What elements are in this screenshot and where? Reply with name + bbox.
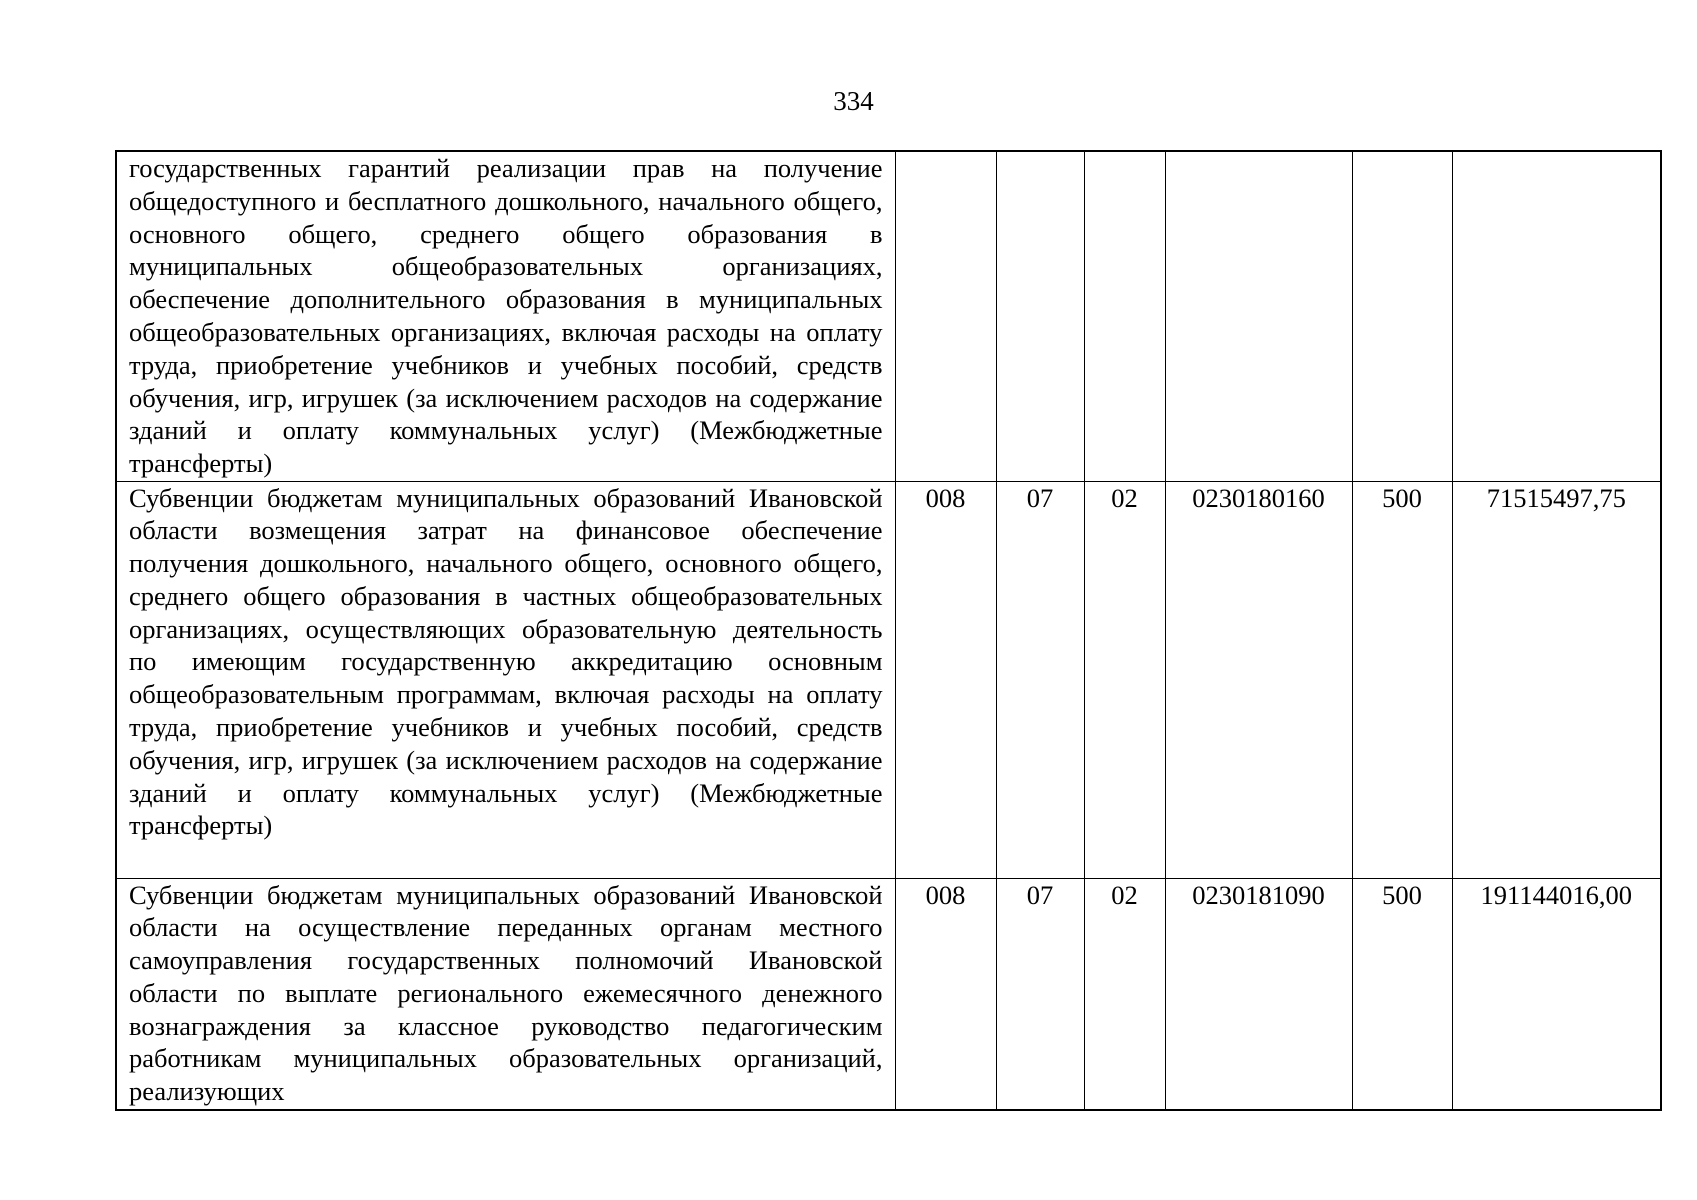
- target-article-cell: [1165, 151, 1352, 481]
- page-number: 334: [833, 86, 874, 116]
- description-cell: Субвенции бюджетам муниципальных образований Ивановской области возмещения затрат на финансовое обеспечение получения дошкольного, начального общего, основного общего, среднего общего образования в частных общеобразовательных организациях, осуществляющих образовательную деятельность по имеющим государственную аккредитацию основным общеобразовательным программам, включая расходы на оплату труда, приобретение учебников и учебных пособий, средств обучения, игр, игрушек (за исключением расходов на содержание зданий и оплату коммунальных услуг) (Межбюджетные трансферты): [116, 481, 895, 878]
- expense-type-cell: 500: [1352, 481, 1452, 878]
- table-row: [116, 151, 1661, 481]
- amount-cell: [1452, 151, 1661, 481]
- expense-type-cell: 500: [1352, 878, 1452, 1110]
- table-row: [116, 878, 1661, 1110]
- expense-type-cell: [1352, 151, 1452, 481]
- amount-cell: 191144016,00: [1452, 878, 1661, 1110]
- amount-cell: 71515497,75: [1452, 481, 1661, 878]
- table-row: [116, 481, 1661, 878]
- section-code-cell: 07: [996, 481, 1084, 878]
- target-article-cell: 0230181090: [1165, 878, 1352, 1110]
- target-article-cell: 0230180160: [1165, 481, 1352, 878]
- ministry-code-cell: 008: [895, 878, 996, 1110]
- description-cell: государственных гарантий реализации прав на получение общедоступного и бесплатного дошкольного, начального общего, основного общего, среднего общего образования в муниципальных общеобразовательных организациях, обеспечение дополнительного образования в муниципальных общеобразовательных организациях, включая расходы на оплату труда, приобретение учебников и учебных пособий, средств обучения, игр, игрушек (за исключением расходов на содержание зданий и оплату коммунальных услуг) (Межбюджетные трансферты): [116, 151, 895, 481]
- ministry-code-cell: [895, 151, 996, 481]
- section-code-cell: [996, 151, 1084, 481]
- section-code-cell: 07: [996, 878, 1084, 1110]
- ministry-code-cell: 008: [895, 481, 996, 878]
- subsection-code-cell: [1084, 151, 1165, 481]
- subsection-code-cell: 02: [1084, 481, 1165, 878]
- budget-table: [115, 150, 1662, 1111]
- subsection-code-cell: 02: [1084, 878, 1165, 1110]
- description-cell: Субвенции бюджетам муниципальных образований Ивановской области на осуществление переданных органам местного самоуправления государственных полномочий Ивановской области по выплате регионального ежемесячного денежного вознаграждения за классное руководство педагогическим работникам муниципальных образовательных организаций, реализующих: [116, 878, 895, 1110]
